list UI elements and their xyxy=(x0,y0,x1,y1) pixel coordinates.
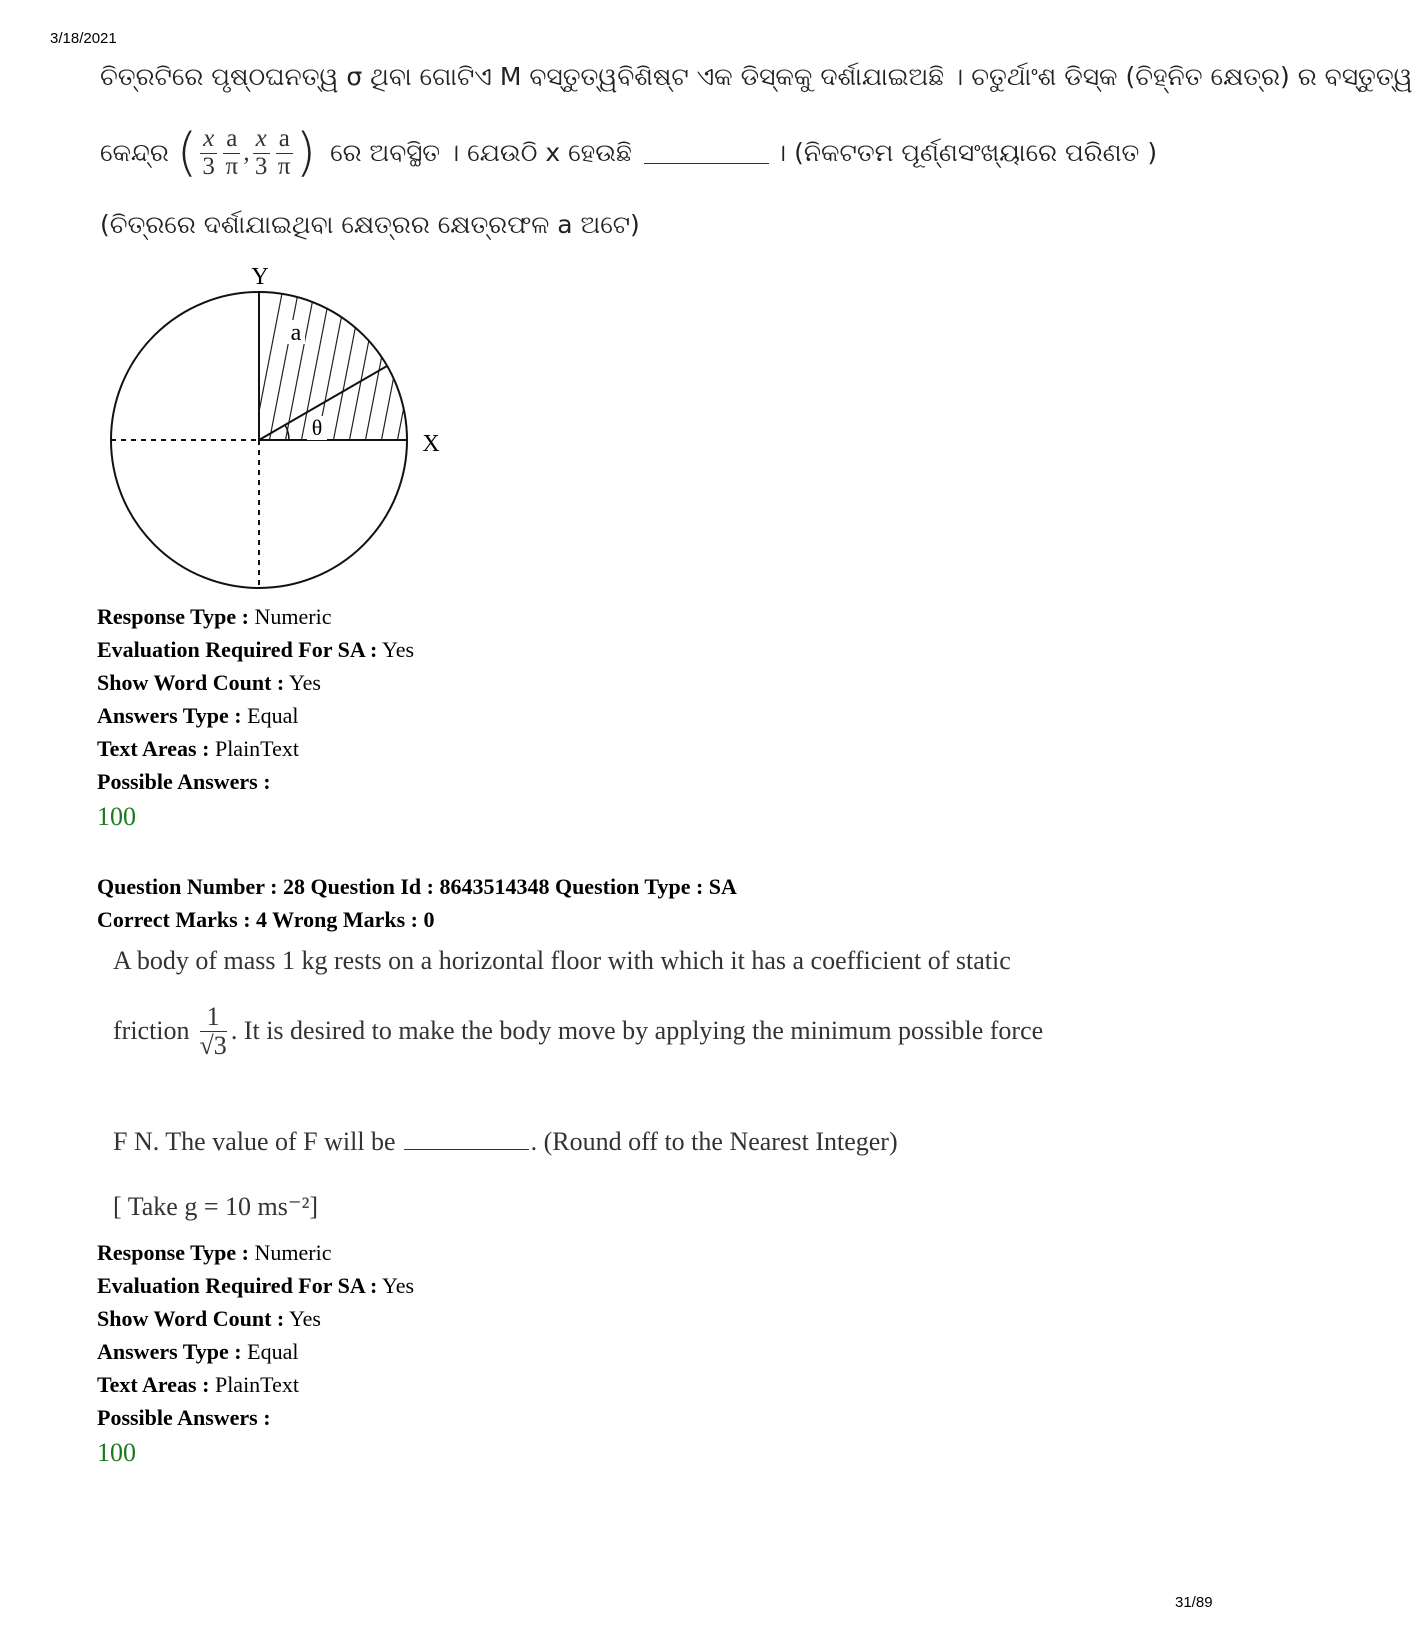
q27-frac-num-x-b: x xyxy=(253,126,270,153)
q27-response-type-label: Response Type : xyxy=(97,604,249,629)
q27-metadata xyxy=(97,600,414,833)
q27-disk-diagram xyxy=(100,258,460,598)
q27-frac-num-x: x xyxy=(200,126,217,153)
q27-text-areas-label: Text Areas : xyxy=(97,736,210,761)
q27-frac-den-pi-b: π xyxy=(277,152,291,180)
q28-word-count: Yes xyxy=(288,1306,321,1331)
q27-answers-type: Equal xyxy=(247,703,299,728)
q27-hatched-quadrant xyxy=(250,278,445,458)
q28-frac-den: √3 xyxy=(199,1030,227,1060)
q27-frac-a-pi xyxy=(223,126,240,180)
q27-frac-den-pi: π xyxy=(225,152,239,180)
q27-line2-suffix: । (ନିକଟତମ ପୂର୍ଣ୍ଣସଂଖ୍ୟାରେ ପରିଣତ ) xyxy=(774,138,1158,167)
q28-word-count-label: Show Word Count : xyxy=(97,1306,285,1331)
q28-header xyxy=(97,870,737,936)
q28-frac-num: 1 xyxy=(200,1003,227,1031)
q28-eval-label: Evaluation Required For SA : xyxy=(97,1273,378,1298)
q28-response-type-label: Response Type : xyxy=(97,1240,249,1265)
q28-answer-blank xyxy=(404,1129,529,1150)
q28-text-line-2 xyxy=(113,998,1043,1064)
q27-area-a-label: a xyxy=(290,320,302,346)
q27-frac-a-pi-b xyxy=(276,126,293,180)
q27-word-count: Yes xyxy=(288,670,321,695)
q28-line2-prefix: friction xyxy=(113,1016,190,1045)
q27-frac-x-3 xyxy=(200,126,217,180)
q27-frac-num-a: a xyxy=(223,126,240,153)
q27-answers-type-label: Answers Type : xyxy=(97,703,242,728)
q27-eval: Yes xyxy=(382,637,415,662)
q28-line2-suffix: . It is desired to make the body move by applying the minimum possible force xyxy=(230,1016,1044,1045)
q28-possible-label: Possible Answers : xyxy=(97,1405,271,1430)
q27-word-count-label: Show Word Count : xyxy=(97,670,285,695)
q27-text-areas: PlainText xyxy=(214,736,299,761)
q27-text-line-2 xyxy=(100,118,1157,188)
q28-metadata xyxy=(97,1236,414,1469)
q27-y-label: Y xyxy=(251,264,269,290)
q27-frac-num-a-b: a xyxy=(276,126,293,153)
q27-theta-label: θ xyxy=(311,415,323,440)
q27-frac-x-3-b xyxy=(253,126,270,180)
q28-response-type: Numeric xyxy=(254,1240,332,1265)
q28-text-line-3 xyxy=(113,1127,898,1157)
q28-header-line-1: Question Number : 28 Question Id : 8643514348 Question Type : SA xyxy=(97,874,737,899)
q27-line2-prefix: କେନ୍ଦ୍ର xyxy=(100,138,169,167)
q28-line3-suffix: . (Round off to the Nearest Integer) xyxy=(530,1127,898,1156)
q27-x-label: X xyxy=(422,431,440,457)
q28-text-areas-label: Text Areas : xyxy=(97,1372,210,1397)
q28-eval: Yes xyxy=(382,1273,415,1298)
q27-line2-mid: ରେ ଅବସ୍ଥିତ । ଯେଉଠି x ହେଉଛି xyxy=(330,138,632,167)
q27-answer-blank xyxy=(644,143,769,164)
q28-text-areas: PlainText xyxy=(214,1372,299,1397)
q28-answers-type: Equal xyxy=(247,1339,299,1364)
q27-frac-den-3: 3 xyxy=(202,152,215,180)
q27-eval-label: Evaluation Required For SA : xyxy=(97,637,378,662)
q27-frac-den-3-b: 3 xyxy=(254,152,268,180)
q27-close-paren: ) xyxy=(295,123,317,183)
q28-answers-type-label: Answers Type : xyxy=(97,1339,242,1364)
q28-possible-answer: 100 xyxy=(97,1438,136,1467)
page-number: 31/89 xyxy=(1175,1594,1213,1611)
q27-comma: , xyxy=(243,139,250,166)
q27-possible-label: Possible Answers : xyxy=(97,769,271,794)
q28-header-line-2: Correct Marks : 4 Wrong Marks : 0 xyxy=(97,907,435,932)
q28-text-line-1: A body of mass 1 kg rests on a horizontal floor with which it has a coefficient of static xyxy=(113,946,1011,975)
q27-response-type: Numeric xyxy=(254,604,332,629)
q28-frac-1-root3 xyxy=(200,1003,227,1059)
q28-line3-prefix: F N. The value of F will be xyxy=(113,1127,396,1156)
q27-open-paren: ( xyxy=(176,123,198,183)
q27-text-line-1: ଚିତ୍ରଟିରେ ପୃଷ୍ଠଘନତ୍ୱ σ ଥିବା ଗୋଟିଏ M ବସ୍ତୁତ୍ୱବିଶିଷ୍ଟ ଏକ ଡିସ୍କକୁ ଦର୍ଶାଯାଇଅଛି । ଚତୁର୍ଥାଂଶ ଡିସ୍କ (ଚିହ୍ନିତ କ୍ଷେତ୍ର) ର ବସ୍ତୁତ୍ୱ xyxy=(100,62,1413,91)
q27-possible-answer: 100 xyxy=(97,802,136,831)
print-date: 3/18/2021 xyxy=(50,30,117,47)
q27-text-line-3: (ଚିତ୍ରରେ ଦର୍ଶାଯାଇଥିବା କ୍ଷେତ୍ରର କ୍ଷେତ୍ରଫଳ a ଅଟେ) xyxy=(100,210,640,239)
q28-text-line-4: [ Take g = 10 ms⁻²] xyxy=(113,1192,319,1221)
